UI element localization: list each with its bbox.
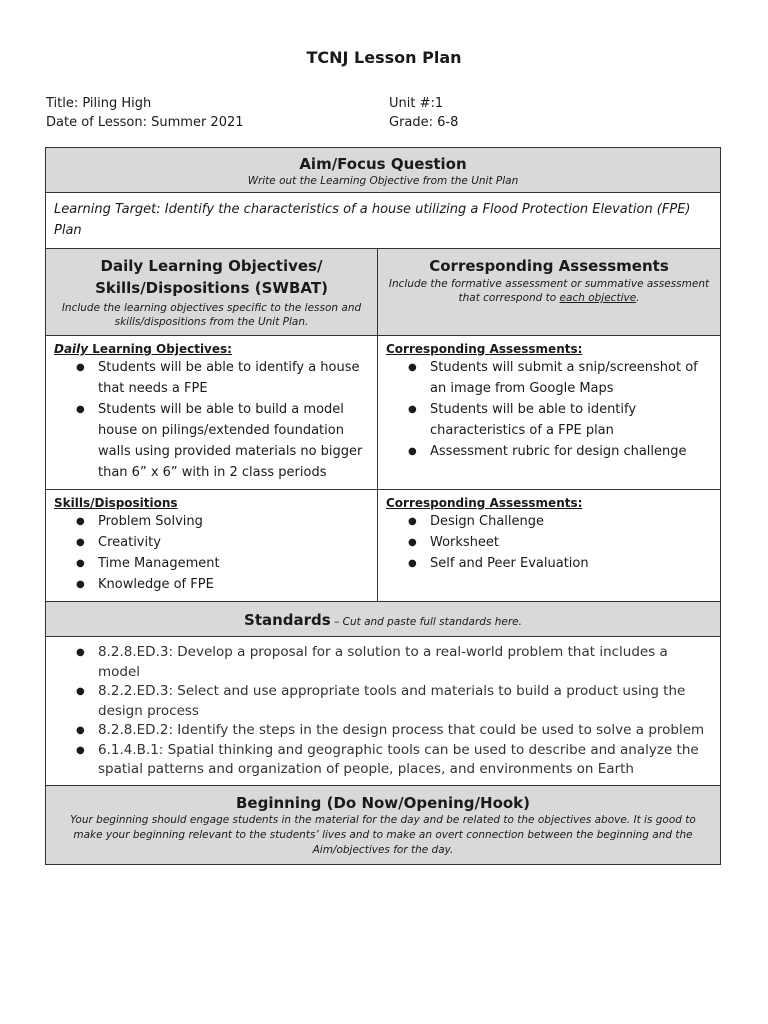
skills-assessments-cell: [378, 490, 721, 602]
learning-target-cell: Learning Target: Identify the characteristics of a house utilizing a Flood Protection Elevation (FPE) Plan: [46, 193, 721, 249]
objectives-sub-line1: Include the learning objectives specific to the lesson and: [61, 302, 362, 314]
list-item: ● 8.2.8.ED.2: Identify the steps in the design process that could be used to solve a problem: [98, 721, 712, 741]
standards-header-cell: [46, 602, 721, 637]
grade-level: Grade: 6-8: [389, 115, 459, 130]
list-item: ● Students will submit a snip/screenshot of an image from Google Maps: [430, 357, 712, 399]
daily-objectives-cell: [46, 336, 378, 490]
list-item: ● Students will be able to build a model house on pilings/extended foundation walls using provided materials no bigger than 6” x 6” with in 2 class periods: [98, 399, 369, 483]
aim-header-row: [46, 148, 721, 193]
beginning-header-row: [46, 785, 721, 864]
standards-cell: [46, 637, 721, 786]
objectives-header-row: [46, 249, 721, 336]
assessments-sub-end: .: [636, 292, 640, 304]
list-item: ● Self and Peer Evaluation: [430, 553, 712, 574]
document-title: TCNJ Lesson Plan: [306, 48, 462, 67]
skills-list: [54, 511, 369, 595]
list-item: ● 6.1.4.B.1: Spatial thinking and geographic tools can be used to describe and analyze the spatial patterns and organization of people, places, and environments on Earth: [98, 741, 712, 780]
daily-label-rest: Learning Objectives:: [88, 342, 232, 356]
skills-assessments-label: Corresponding Assessments:: [386, 496, 583, 510]
daily-label-italic: Daily: [54, 342, 89, 356]
objectives-heading-line2: Skills/Dispositions (SWBAT): [95, 279, 328, 297]
objectives-heading-line1: Daily Learning Objectives/: [100, 257, 323, 275]
daily-objectives-list: [54, 357, 369, 483]
beginning-header-cell: [46, 785, 721, 864]
objectives-sub-line2: skills/dispositions from the Unit Plan.: [114, 316, 309, 328]
lesson-title: Title: Piling High: [46, 96, 152, 111]
skills-assessments-list: [386, 511, 712, 574]
aim-subheading: Write out the Learning Objective from the Unit Plan: [247, 175, 519, 187]
standards-heading: Standards: [244, 611, 331, 629]
list-item: ● Time Management: [98, 553, 369, 574]
beginning-heading: Beginning (Do Now/Opening/Hook): [235, 793, 531, 812]
assessments-sub-text: Include the formative assessment or summative assessment that correspond to: [388, 278, 710, 304]
list-item: ● Problem Solving: [98, 511, 369, 532]
list-item: ● Knowledge of FPE: [98, 574, 369, 595]
learning-target-row: [46, 193, 721, 249]
lesson-date: Date of Lesson: Summer 2021: [46, 115, 244, 130]
list-item: ● 8.2.8.ED.3: Develop a proposal for a solution to a real-world problem that includes a model: [98, 643, 712, 682]
list-item: ● 8.2.2.ED.3: Select and use appropriate tools and materials to build a product using the design process: [98, 682, 712, 721]
assessments-header-right: [378, 249, 721, 336]
daily-objectives-label: [54, 341, 369, 357]
beginning-description: Your beginning should engage students in the material for the day and be related to the objectives above. It is good to make your beginning relevant to the students’ lives and to make an overt connection between the beginning and the Aim/objectives for the day.: [70, 813, 696, 856]
list-item: ● Assessment rubric for design challenge: [430, 441, 712, 462]
list-item: ● Worksheet: [430, 532, 712, 553]
objectives-header-left: [46, 249, 378, 336]
assessments-subheading: [386, 277, 712, 305]
standards-list: [54, 643, 712, 780]
assessments-heading: Corresponding Assessments: [429, 257, 669, 275]
each-objective-emphasis: each objective: [559, 292, 637, 304]
aim-header-cell: [46, 148, 721, 193]
meta-left: [46, 94, 244, 132]
daily-assessments-label: Corresponding Assessments:: [386, 342, 583, 356]
lesson-plan-table: [45, 147, 721, 865]
standards-subheading: – Cut and paste full standards here.: [330, 616, 522, 628]
list-item: ● Students will be able to identify characteristics of a FPE plan: [430, 399, 712, 441]
daily-assessments-list: [386, 357, 712, 462]
meta-right: [389, 94, 458, 132]
skills-row: [46, 490, 721, 602]
skills-label: Skills/Dispositions: [54, 496, 178, 510]
list-item: ● Creativity: [98, 532, 369, 553]
list-item: ● Students will be able to identify a house that needs a FPE: [98, 357, 369, 399]
daily-objectives-row: [46, 336, 721, 490]
daily-assessments-cell: [378, 336, 721, 490]
unit-number: Unit #:1: [389, 96, 444, 111]
aim-heading: Aim/Focus Question: [299, 155, 467, 173]
list-item: ● Design Challenge: [430, 511, 712, 532]
standards-header-row: [46, 602, 721, 637]
standards-row: [46, 637, 721, 786]
skills-cell: [46, 490, 378, 602]
